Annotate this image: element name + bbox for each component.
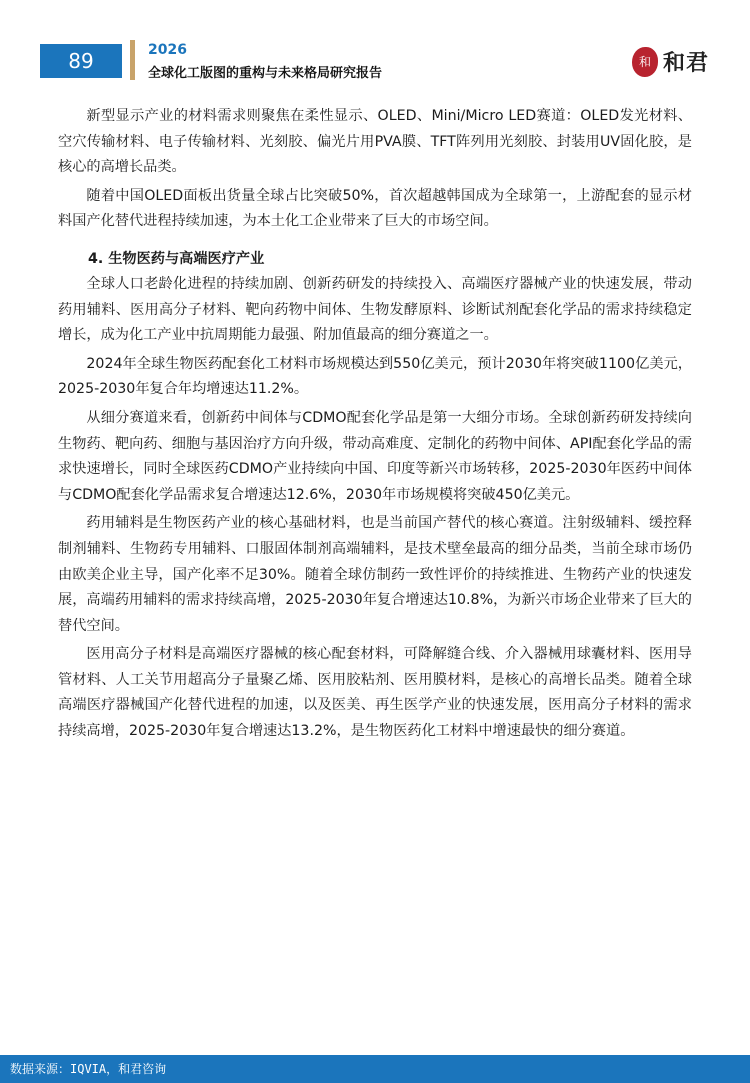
paragraph-oled-share: 随着中国OLED面板出货量全球占比突破50%，首次超越韩国成为全球第一，上游配套的显示材料国产化替代进程持续加速，为本土化工企业带来了巨大的市场空间。 bbox=[58, 187, 692, 230]
report-title: 全球化工版图的重构与未来格局研究报告 bbox=[148, 66, 383, 81]
brand-logo bbox=[632, 46, 709, 77]
paragraph-cdmo: 从细分赛道来看，创新药中间体与CDMO配套化学品是第一大细分市场。全球创新药研发持续向生物药、靶向药、细胞与基因治疗方向升级，带动高难度、定制化的药物中间体、API配套化学品的需求快速增长，同时全球医药CDMO产业持续向中国、印度等新兴市场转移，2025-2030年医药中间体与CDMO配套化学品需求复合增速达12.6%，2030年市场规模将突破450亿美元。 bbox=[58, 409, 692, 503]
seal-icon: 和 bbox=[632, 47, 658, 77]
main-content bbox=[58, 104, 692, 745]
paragraph-display-materials: 新型显示产业的材料需求则聚焦在柔性显示、OLED、Mini/Micro LED赛道：OLED发光材料、空穴传输材料、电子传输材料、光刻胶、偏光片用PVA膜、TFT阵列用光刻胶、封装用UV固化胶，是核心的高增长品类。 bbox=[58, 108, 692, 176]
section-heading: 4. 生物医药与高端医疗产业 bbox=[88, 250, 265, 267]
paragraph-excipients: 药用辅料是生物医药产业的核心基础材料，也是当前国产替代的核心赛道。注射级辅料、缓控释制剂辅料、生物药专用辅料、口服固体制剂高端辅料，是技术壁垒最高的细分品类，当前全球市场仍由欧美企业主导，国产化率不足30%。随着全球仿制药一致性评价的持续推进、生物药产业的快速发展，高端药用辅料的需求持续高增，2025-2030年复合增速达10.8%，为新兴市场企业带来了巨大的替代空间。 bbox=[58, 515, 692, 634]
logo-text: 和君 bbox=[663, 50, 710, 76]
paragraph-medical-polymers: 医用高分子材料是高端医疗器械的核心配套材料，可降解缝合线、介入器械用球囊材料、医用导管材料、人工关节用超高分子量聚乙烯、医用胶粘剂、医用膜材料，是核心的高增长品类。随着全球高端医疗器械国产化替代进程的加速，以及医美、再生医学产业的快速发展，医用高分子材料的需求持续高增，2025-2030年复合增速达13.2%，是生物医药化工材料中增速最快的细分赛道。 bbox=[58, 646, 692, 740]
paragraph-biomed-overview: 全球人口老龄化进程的持续加剧、创新药研发的持续投入、高端医疗器械产业的快速发展，带动药用辅料、医用高分子材料、靶向药物中间体、生物发酵原料、诊断试剂配套化学品的需求持续稳定增长，成为化工产业中抗周期能力最强、附加值最高的细分赛道之一。 bbox=[58, 275, 692, 344]
page-number: 89 bbox=[40, 44, 122, 78]
report-year: 2026 bbox=[148, 42, 187, 58]
source-footer: 数据来源：IQVIA，和君咨询 bbox=[0, 1055, 750, 1083]
header-divider bbox=[130, 40, 135, 80]
paragraph-market-size: 2024年全球生物医药配套化工材料市场规模达到550亿美元，预计2030年将突破1100亿美元，2025-2030年复合年均增速达11.2%。 bbox=[58, 355, 692, 398]
